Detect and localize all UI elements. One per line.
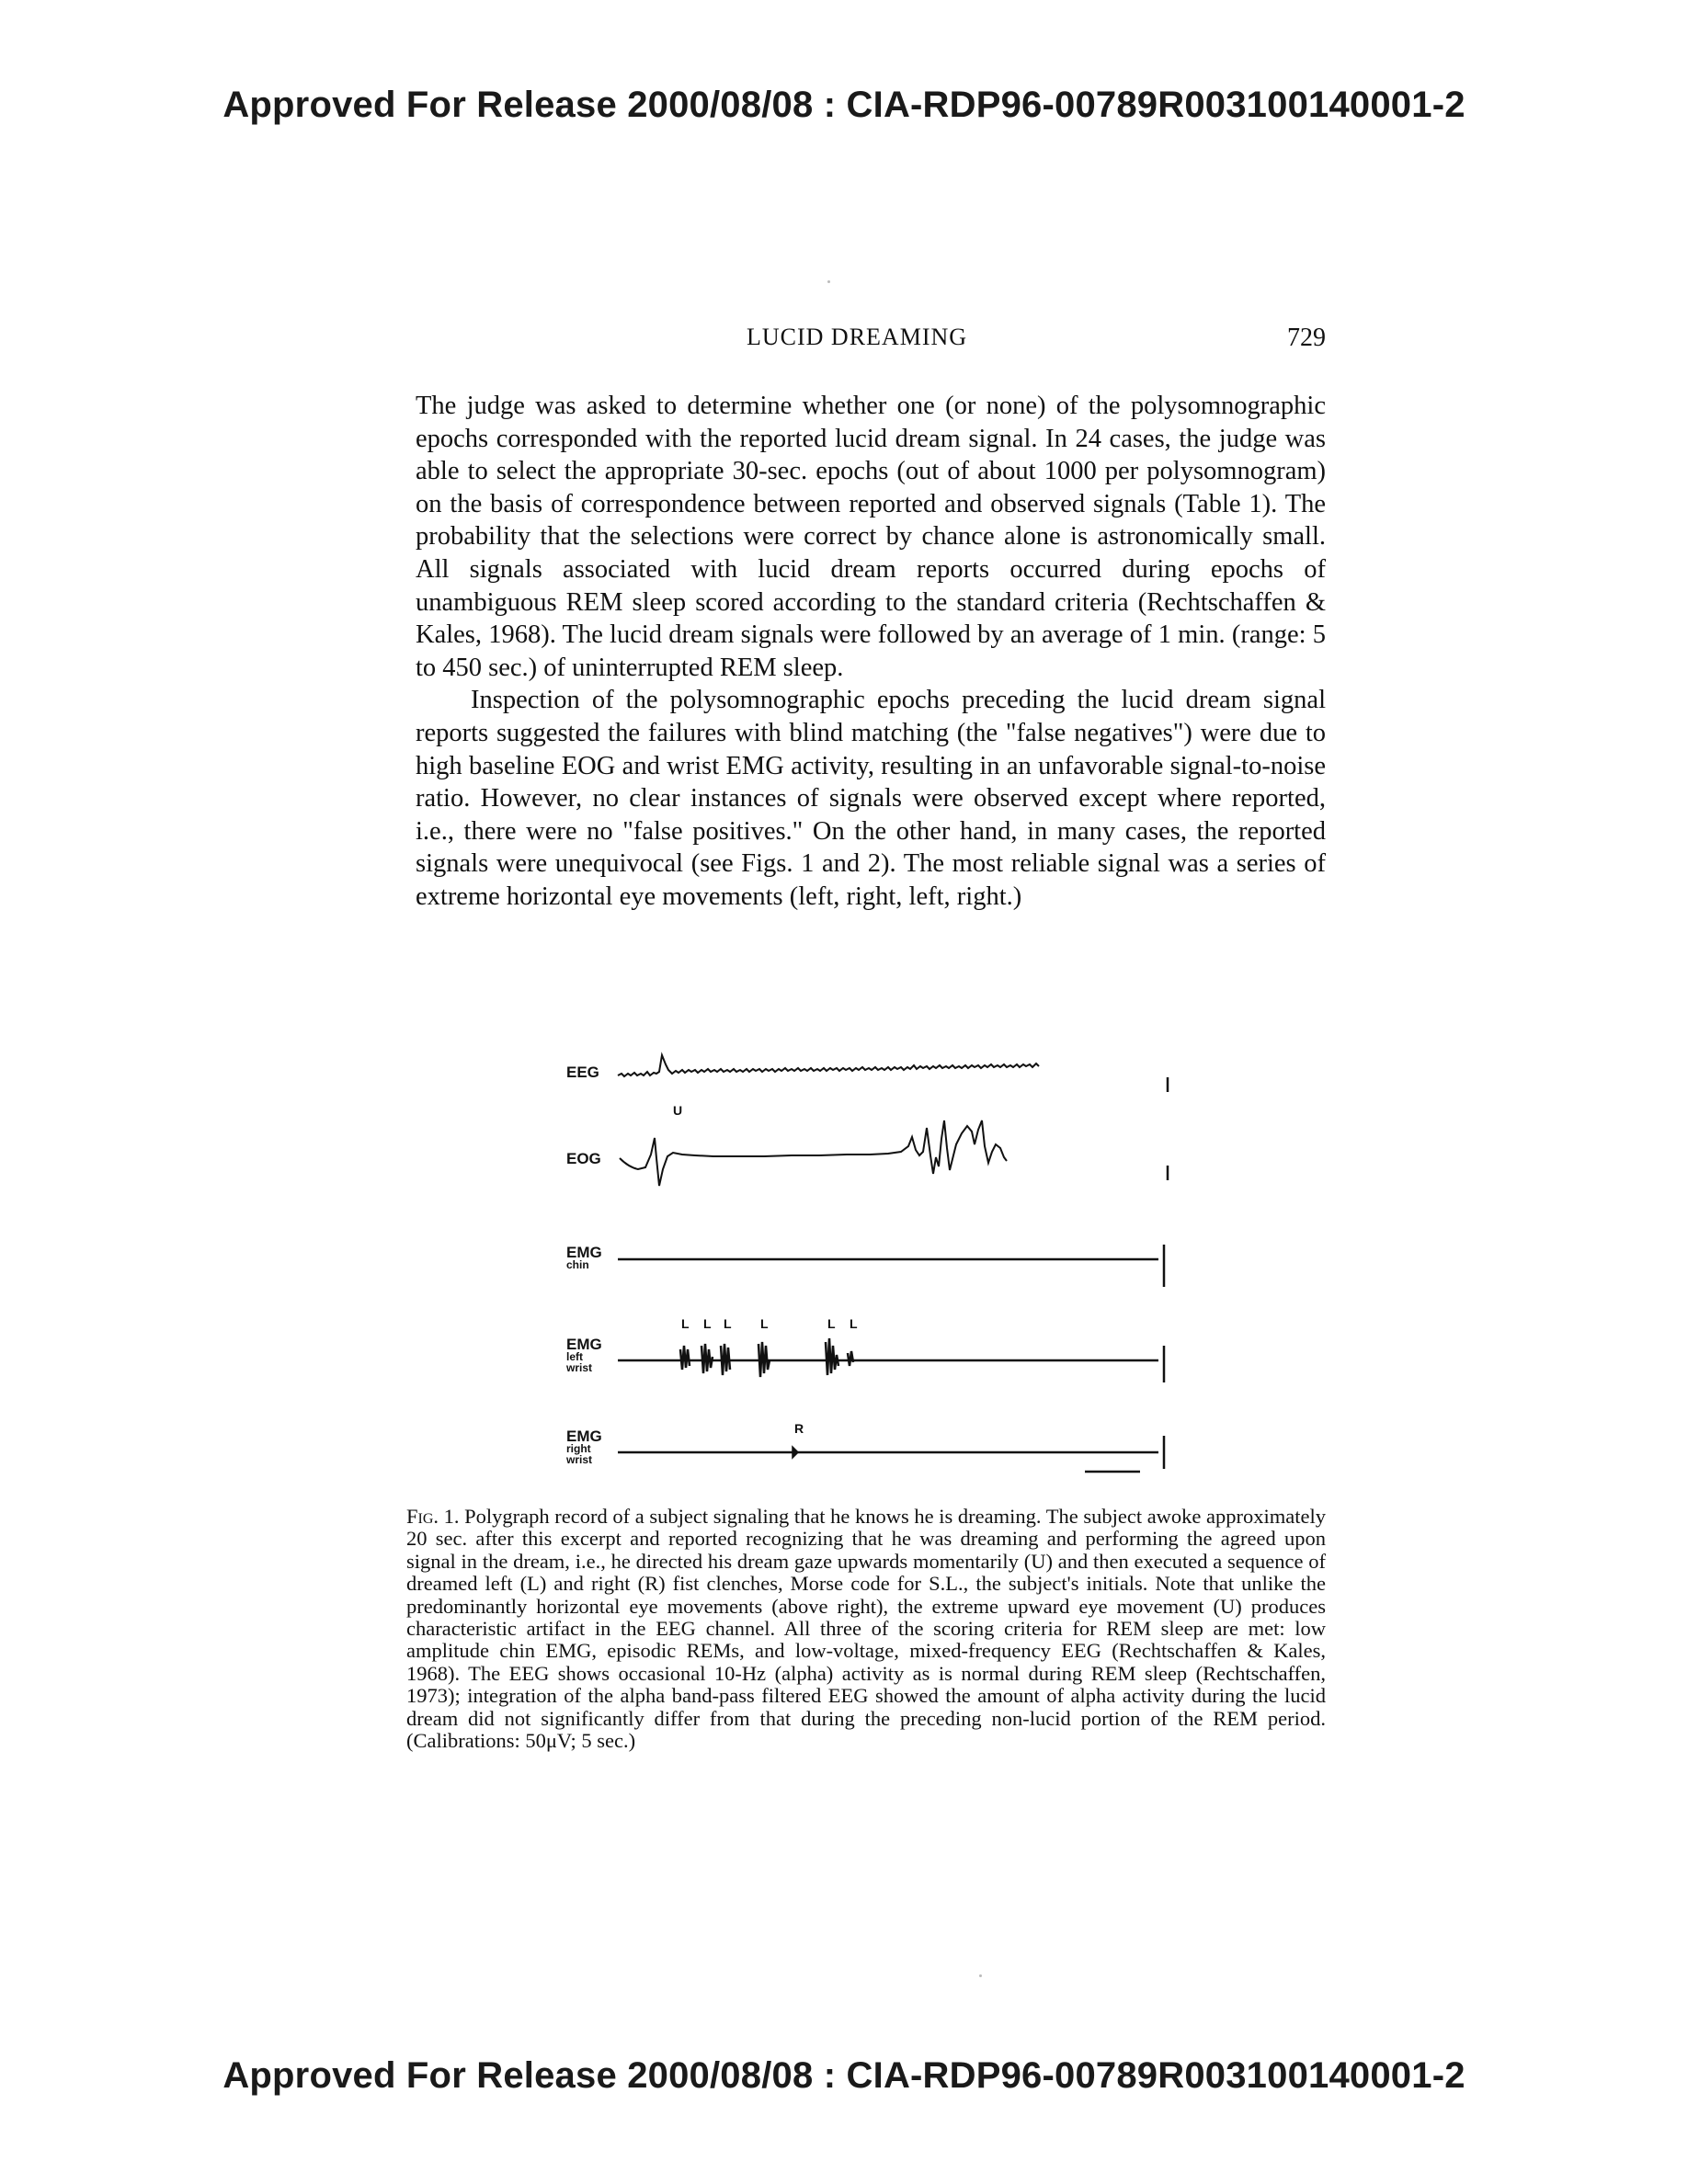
marker-up: U [673,1103,683,1118]
marker-right: R [794,1421,804,1436]
polygraph-traces [552,1046,1177,1496]
release-stamp-top: Approved For Release 2000/08/08 : CIA-RDP96-00789R003100140001-2 [222,85,1466,125]
body-text [416,390,1326,914]
emg-left-label-main: EMG [566,1336,602,1353]
emg-chin-label-main: EMG [566,1244,602,1261]
paragraph-1: The judge was asked to determine whether one (or none) of the polysomnographic epochs corresponded with the reported lucid dream signal. In 24 cases, the judge was able to select the appropriate 30-sec. epochs (out of about 1000 per polysomnogram) on the basis of correspondence between reported and observed signals (Table 1). The probability that the selections were correct by chance alone is astronomically small. All signals associated with lucid dream reports occurred during epochs of unambiguous REM sleep scored according to the standard criteria (Rechtschaffen & Kales, 1968). The lucid dream signals were followed by an average of 1 min. (range: 5 to 450 sec.) of uninterrupted REM sleep. [416,392,1326,682]
emg-left-label-sub2: wrist [566,1361,593,1374]
running-head-title: LUCID DREAMING [747,324,968,350]
paragraph-2: Inspection of the polysomnographic epochs preceding the lucid dream signal reports suggested the failures with blind matching (the "false negatives") were due to high baseline EOG and wrist EMG activity, resulting in an unfavorable signal-to-noise ratio. However, no clear instances of signals were observed except where reported, i.e., there were no "false positives." On the other hand, in many cases, the reported signals were unequivocal (see Figs. 1 and 2). The most reliable signal was a series of extreme horizontal eye movements (left, right, left, right.) [416,686,1326,911]
caption-label: Fig. 1. [406,1505,460,1528]
emg-left-wrist-bursts [680,1338,853,1377]
caption-text: Polygraph record of a subject signaling that he knows he is dreaming. The subject awoke approximately 20 sec. after this excerpt and reported recognizing that he was dreaming and performing the agreed upon signal in the dream, i.e., he directed his dream gaze upwards momentarily (U) and then executed a sequence of dreamed left (L) and right (R) fist clenches, Morse code for S.L., the subject's initials. Note that unlike the predominantly horizontal eye movements (above right), the extreme upward eye movement (U) produces characteristic artifact in the EEG channel. All three of the scoring criteria for REM sleep are met: low amplitude chin EMG, episodic REMs, and low-voltage, mixed-frequency EEG (Rechtschaffen & Kales, 1968). The EEG shows occasional 10-Hz (alpha) activity as is normal during REM sleep (Rechtschaffen, 1973); integration of the alpha band-pass filtered EEG showed the amount of alpha activity during the lucid dream did not significantly differ from that during the preceding non-lucid portion of the REM period. (Calibrations: 50μV; 5 sec.) [406,1505,1326,1753]
scan-speck [827,280,830,283]
emg-left-wrist-label [566,1338,602,1373]
marker-left-4: L [760,1316,769,1331]
release-stamp-bottom: Approved For Release 2000/08/08 : CIA-RDP96-00789R003100140001-2 [222,2055,1466,2096]
emg-right-label-sub1: right [566,1442,591,1455]
eeg-label: EEG [566,1064,599,1081]
eog-trace [620,1120,1007,1186]
emg-left-label-sub1: left [566,1350,583,1363]
marker-left-2: L [703,1316,712,1331]
emg-right-wrist-label [566,1430,602,1465]
marker-left-5: L [827,1316,836,1331]
marker-left-1: L [681,1316,690,1331]
eeg-trace [618,1055,1039,1076]
figure-caption [406,1506,1326,1752]
page-number: 729 [1287,324,1326,352]
emg-right-label-main: EMG [566,1428,602,1445]
marker-left-6: L [850,1316,858,1331]
emg-right-label-sub2: wrist [566,1453,593,1466]
marker-left-3: L [724,1316,732,1331]
polygraph-figure [552,1046,1177,1496]
emg-chin-label-sub: chin [566,1258,589,1271]
scan-speck [979,1974,982,1977]
eog-label: EOG [566,1150,601,1167]
emg-chin-label [566,1246,602,1270]
